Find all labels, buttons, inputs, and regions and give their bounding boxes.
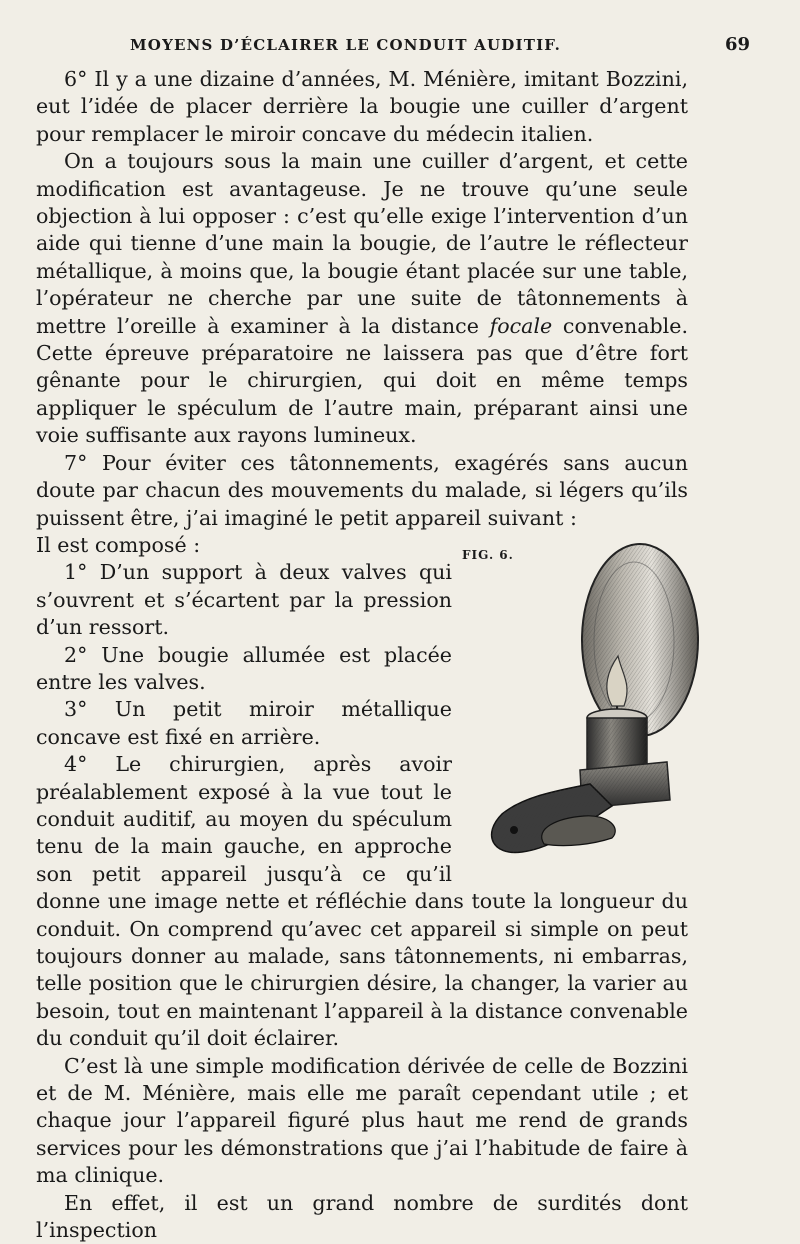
figure-6 [462, 538, 710, 858]
page-number: 69 [724, 34, 750, 55]
figure-label: FIG. 6. [462, 547, 514, 562]
list-item-2: 2° Une bougie allumée est placée entre les valves. [36, 642, 452, 694]
emphasis-focale: focale [489, 313, 553, 338]
paragraph-bozzini: C’est là une simple modification dérivée de celle de Bozzini et de M. Ménière, mais elle me paraît cependant utile ; et chaque jour l’appareil figuré plus haut me rend de grands services pour les démonstrations que j’ai l’habitude de faire à ma clinique. [36, 1053, 688, 1188]
page-body [36, 66, 688, 1244]
paragraph-en-effet: En effet, il est un grand nombre de surdités dont l’inspection [36, 1190, 688, 1243]
paragraph-cuiller [36, 148, 688, 449]
running-head: MOYENS D’ÉCLAIRER LE CONDUIT AUDITIF. [130, 36, 562, 54]
paragraph-6: 6° Il y a une dizaine d’années, M. Ménière, imitant Bozzini, eut l’idée de placer derrière la bougie une cuiller d’argent pour remplacer le miroir concave du médecin italien. [36, 67, 688, 146]
list-item-4: 4° Le chirurgien, après avoir préalablement exposé à la vue tout le conduit auditif, au moyen du spéculum tenu de la main gauche, en approche son petit appareil jusqu’à ce qu’il donne une image nette et réfléchie dans toute la longueur du conduit. On comprend qu’avec cet appareil si simple on peut toujours donner au malade, sans tâtonnements, ni embarras, telle position que le chirurgien désire, la changer, la varier au besoin, tout en maintenant l’appareil à la distance convenable du conduit qu’il doit éclairer. [36, 752, 688, 1051]
paragraph-cuiller-text-b: convenable. Cette épreuve préparatoire ne laissera pas que d’être fort gênante pour le chirurgien, qui doit en même temps appliquer le spéculum de l’autre main, préparant ainsi une voie suffisante aux rayons lumineux. [36, 313, 688, 448]
paragraph-7: 7° Pour éviter ces tâtonnements, exagérés sans aucun doute par chacun des mouvements du malade, si légers qu’ils puissent être, j’ai imaginé le petit appareil suivant : [36, 450, 688, 530]
page-header [40, 30, 750, 60]
paragraph-cuiller-text-a: On a toujours sous la main une cuiller d’argent, et cette modification est avantageuse. Je ne trouve qu’une seule objection à lui opposer : c’est qu’elle exige l’intervention d’un aide qui tienne d’une main la bougie, de l’autre le réflecteur métallique, à moins que, la bougie étant placée sur une table, l’opérateur ne cherche par une suite de tâtonnements à mettre l’oreille à examiner à la distance [36, 149, 688, 338]
list-item-1: 1° D’un support à deux valves qui s’ouvrent et s’écartent par la pression d’un ressort. [36, 560, 452, 640]
list-item-3: 3° Un petit miroir métallique concave est fixé en arrière. [36, 697, 452, 749]
candle-reflector-illustration [462, 538, 710, 858]
paragraph-compose: Il est composé : [36, 532, 201, 557]
